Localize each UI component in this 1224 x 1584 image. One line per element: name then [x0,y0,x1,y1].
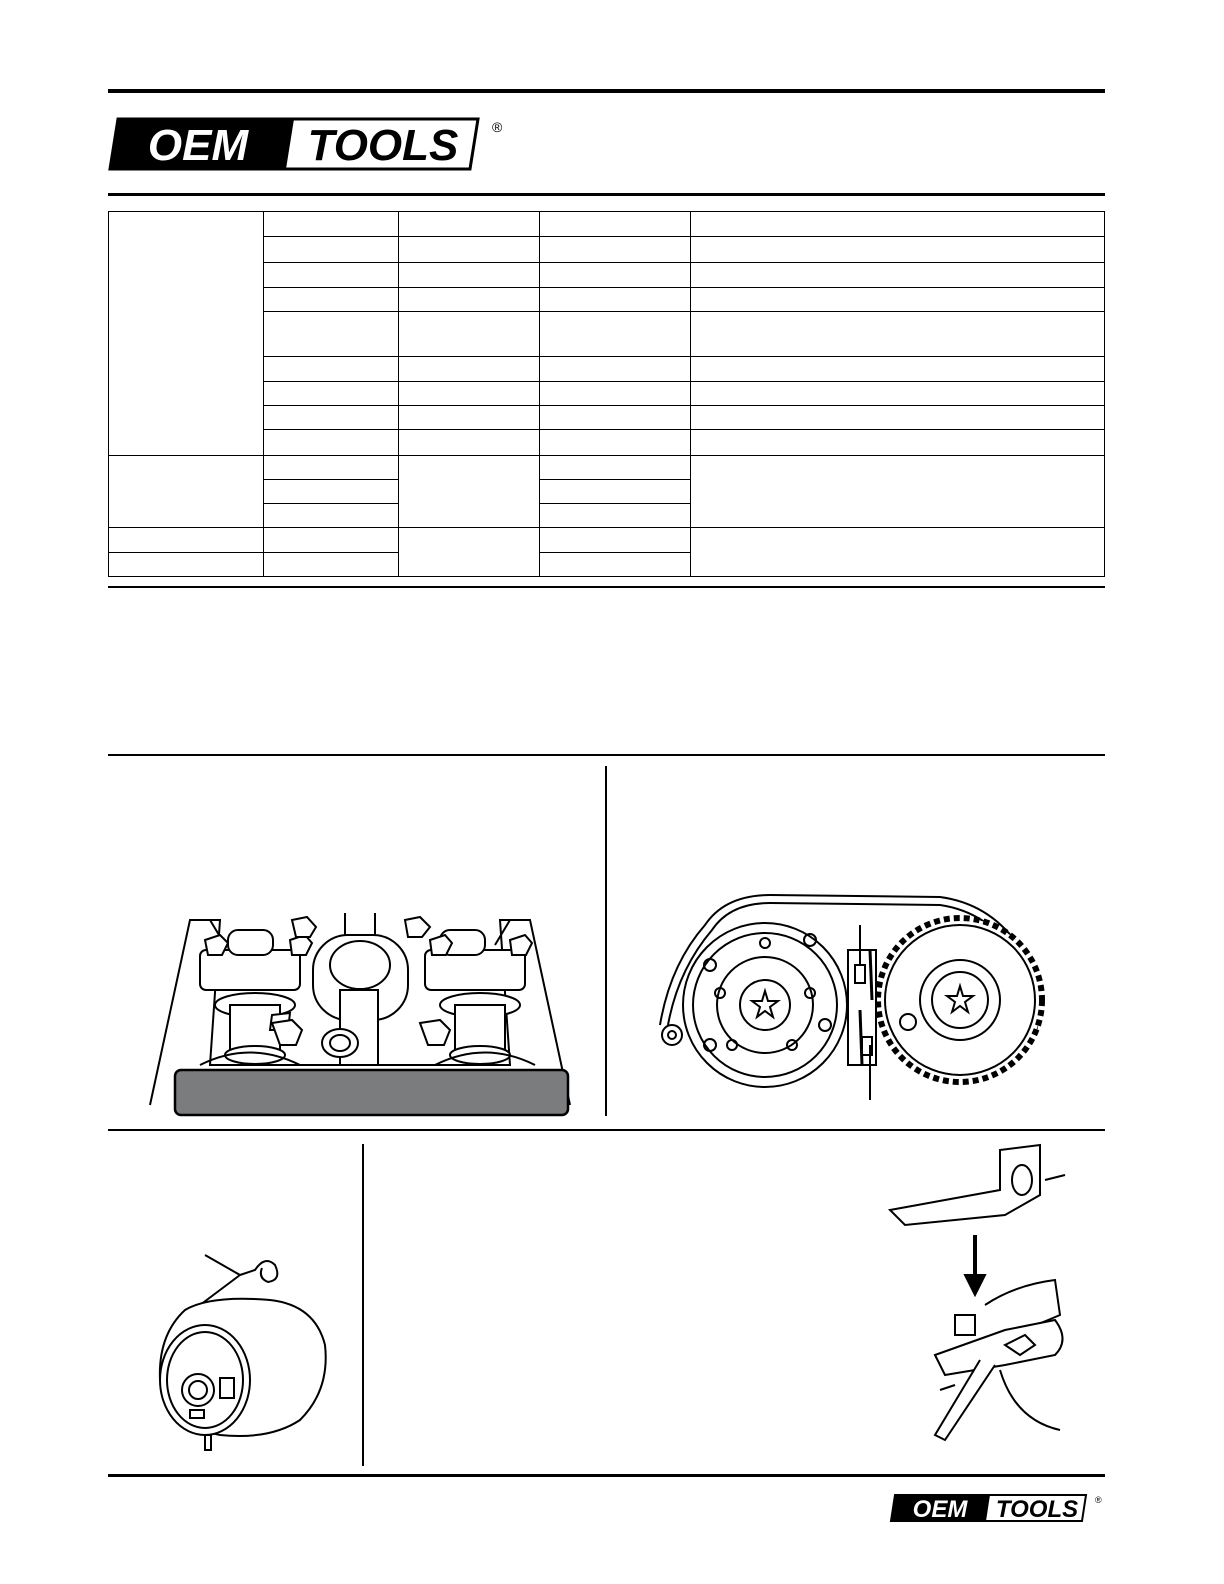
table-cell [109,455,264,528]
table-cell [540,381,691,405]
section-rule [108,1129,1105,1131]
table-cell [399,381,540,405]
cam-sprocket-illustration [650,885,1060,1105]
table-cell [540,212,691,237]
figure-divider [362,1144,364,1466]
table-cell [264,381,399,405]
table-cell [109,552,264,576]
table-cell [399,212,540,237]
table-cell [109,212,264,456]
logo-tools-text: TOOLS [307,121,459,170]
table-cell [399,356,540,381]
table-cell [264,406,399,430]
table-cell [399,528,540,577]
table-cell [264,312,399,356]
table-cell [540,287,691,311]
table-cell [691,455,1105,528]
table-cell [264,552,399,576]
footer-registered-mark: ® [1095,1495,1102,1505]
table-cell [399,312,540,356]
logo-oem-text: OEM [147,121,249,170]
table-cell [264,262,399,287]
table-cell [691,381,1105,405]
table-cell [264,430,399,455]
table-cell [691,212,1105,237]
table-cell [264,504,399,528]
table-cell [540,356,691,381]
oem-tools-footer-logo [890,1493,1105,1523]
table-cell [264,287,399,311]
section-rule [108,754,1105,756]
table-cell [691,528,1105,577]
table-row [109,212,1105,237]
table-cell [540,528,691,552]
table-cell [264,479,399,503]
table-cell [540,552,691,576]
table-cell [399,237,540,262]
camshaft-alignment-illustration [140,905,580,1120]
table-cell [399,406,540,430]
table-cell [264,356,399,381]
table-cell [264,212,399,237]
table-cell [540,479,691,503]
locking-plate-illustration [885,1140,1085,1465]
logo-registered-mark: ® [492,119,503,135]
table-cell [264,528,399,552]
table-cell [691,237,1105,262]
table-cell [540,262,691,287]
table-cell [540,430,691,455]
top-rule [108,89,1105,93]
table-row [109,455,1105,479]
table-cell [109,528,264,552]
table-bottom-rule [108,586,1105,588]
footer-logo-tools-text: TOOLS [995,1496,1079,1523]
table-cell [399,455,540,528]
table-cell [399,262,540,287]
table-cell [691,287,1105,311]
tensioner-pin-illustration [150,1250,350,1455]
table-cell [691,430,1105,455]
table-cell [264,455,399,479]
table-cell [264,237,399,262]
header-rule [108,193,1105,196]
table-cell [399,287,540,311]
table-cell [691,262,1105,287]
table-cell [691,356,1105,381]
figure-divider [605,766,607,1116]
table-cell [691,312,1105,356]
footer-rule [108,1474,1105,1477]
footer-logo-oem-text: OEM [912,1496,968,1523]
table-cell [540,312,691,356]
table-cell [540,455,691,479]
table-row [109,528,1105,552]
table-cell [691,406,1105,430]
table-cell [540,237,691,262]
spec-table [108,211,1105,577]
table-cell [540,406,691,430]
table-cell [540,504,691,528]
table-cell [399,430,540,455]
oem-tools-logo [108,116,508,172]
